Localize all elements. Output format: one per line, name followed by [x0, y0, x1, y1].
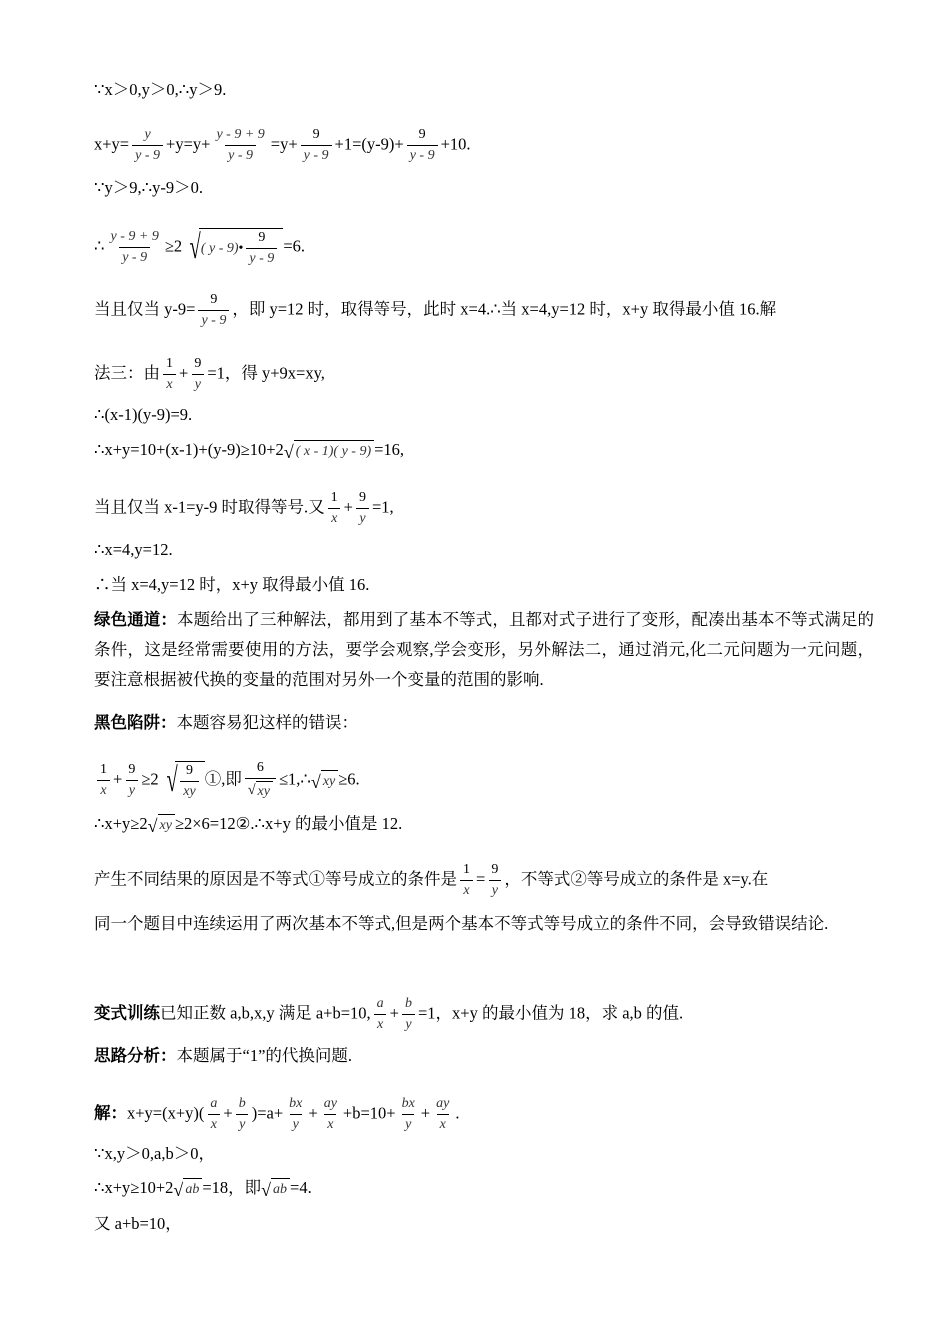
fraction: $\frac{b}{y}$ — [236, 1096, 249, 1133]
thinking-analysis-line: 思路分析：本题属于“1”的代换问题. — [94, 1046, 353, 1065]
line-8: ∴x+y=10+(x-1)+(y-9)≥10+2 √ ( x - 1)( y - 9) =16, — [94, 440, 405, 463]
fraction: $\frac{ay}{x}$ — [323, 1096, 337, 1132]
solution-line: 解：x+y=(x+y)( $\frac{a}{x}$ + $\frac{b}{y}$ )=a+ $\frac{bx}{y}$ + $\frac{ay}{x}$ +b=10+ $\frac{bx}{y}$ + $\frac{ay}{x}$ . — [94, 1096, 460, 1132]
line-4: ∴ $\frac{y - 9 + 9}{y - 9}$ ≥2 √ ( y - 9) • $\frac{9}{y - 9}$ =6. — [94, 229, 305, 266]
fraction: $\frac{a}{x}$ — [374, 996, 387, 1033]
fraction: $\frac{9}{y - 9}$ — [198, 292, 229, 329]
fraction: $\frac{9}{y - 9}$ — [407, 127, 438, 164]
line-14: 产生不同结果的原因是不等式①等号成立的条件是 $\frac{1}{x}$ = $\frac{9}{y}$ ，不等式②等号成立的条件是 x=y.在 — [94, 862, 769, 898]
square-root: √ ab — [173, 1178, 202, 1200]
square-root: √ $\frac{9}{xy}$ — [159, 761, 205, 800]
fraction: 6 √ xy — [245, 760, 276, 801]
line-1: ∵x＞0,y＞0,∴y＞9. — [94, 80, 227, 99]
line-5: 当且仅当 y-9= $\frac{9}{y - 9}$ ，即 y=12 时，取得等号，此时 x=4.∴当 x=4,y=12 时，x+y 取得最小值 16.解 — [94, 292, 777, 328]
line-12: $\frac{1}{x}$ + $\frac{9}{y}$ ≥2 √ $\frac{9}{xy}$ ①,即 6 √ xy ≤1,∴ √ xy ≥6. — [94, 760, 360, 801]
fraction: $\frac{1}{x}$ — [163, 356, 176, 393]
line-14b: 同一个题目中连续运用了两次基本不等式,但是两个基本不等式等号成立的条件不同，会导致错误结论. — [94, 914, 829, 933]
fraction: $\frac{9}{y - 9}$ — [301, 127, 332, 164]
fraction: $\frac{bx}{y}$ — [289, 1096, 303, 1132]
line-6: 法三：由 $\frac{1}{x}$ + $\frac{9}{y}$ =1，得 y+9x=xy, — [94, 356, 325, 392]
square-root: √ xy — [311, 770, 338, 792]
line-3: ∵y＞9,∴y-9＞0. — [94, 178, 203, 197]
fraction: $\frac{y - 9 + 9}{y - 9}$ — [216, 127, 265, 163]
variant-training-line: 变式训练已知正数 a,b,x,y 满足 a+b=10, $\frac{a}{x}$ + $\frac{b}{y}$ =1，x+y 的最小值为 18，求 a,b 的值. — [94, 996, 684, 1032]
square-root: √ xy — [148, 814, 175, 836]
fraction: $\frac{a}{x}$ — [207, 1096, 220, 1133]
line-11: ∴当 x=4,y=12 时，x+y 取得最小值 16. — [94, 575, 370, 594]
line-13: ∴x+y≥2 √ xy ≥2×6=12②.∴x+y 的最小值是 12. — [94, 814, 403, 837]
green-channel-paragraph: 绿色通道：本题给出了三种解法，都用到了基本不等式，且都对式子进行了变形，配凑出基本不等式满足的条件，这是经常需要使用的方法，要学会观察,学会变形，另外解法二，通过消元,化二元问题为一元问题，要注意根据被代换的变量的范围对另外一个变量的范围的影响. — [94, 610, 875, 689]
fraction: $\frac{1}{x}$ — [328, 490, 341, 527]
line-17: 又 a+b=10， — [94, 1214, 182, 1233]
fraction: $\frac{y - 9 + 9}{y - 9}$ — [110, 229, 159, 265]
square-root: √ ab — [261, 1178, 290, 1200]
square-root: √ ( y - 9) • $\frac{9}{y - 9}$ — [182, 228, 283, 267]
line-15: ∵x,y＞0,a,b＞0， — [94, 1144, 215, 1163]
fraction: $\frac{9}{y}$ — [488, 862, 501, 899]
fraction: $\frac{ay}{x}$ — [436, 1096, 450, 1132]
fraction: $\frac{1}{x}$ — [460, 862, 473, 899]
fraction: $\frac{9}{y}$ — [191, 356, 204, 393]
line-7: ∴(x-1)(y-9)=9. — [94, 405, 193, 424]
square-root: √ ( x - 1)( y - 9) — [284, 440, 374, 462]
black-trap-line: 黑色陷阱：本题容易犯这样的错误： — [94, 713, 358, 732]
fraction: $\frac{9}{y}$ — [125, 762, 138, 799]
fraction: $\frac{9}{y}$ — [356, 490, 369, 527]
fraction: $\frac{y}{y - 9}$ — [132, 127, 163, 164]
fraction: $\frac{bx}{y}$ — [401, 1096, 415, 1132]
fraction: $\frac{b}{y}$ — [402, 996, 415, 1033]
fraction: $\frac{1}{x}$ — [97, 762, 110, 799]
line-9: 当且仅当 x-1=y-9 时取得等号.又 $\frac{1}{x}$ + $\frac{9}{y}$ =1, — [94, 490, 394, 526]
line-2: x+y= $\frac{y}{y - 9}$ +y=y+ $\frac{y - 9 + 9}{y - 9}$ =y+ $\frac{9}{y - 9}$ +1=(y-9)+ $\frac{9}{y - 9}$ +10. — [94, 127, 471, 163]
line-10: ∴x=4,y=12. — [94, 540, 173, 559]
line-16: ∴x+y≥10+2 √ ab =18，即 √ ab =4. — [94, 1178, 312, 1201]
